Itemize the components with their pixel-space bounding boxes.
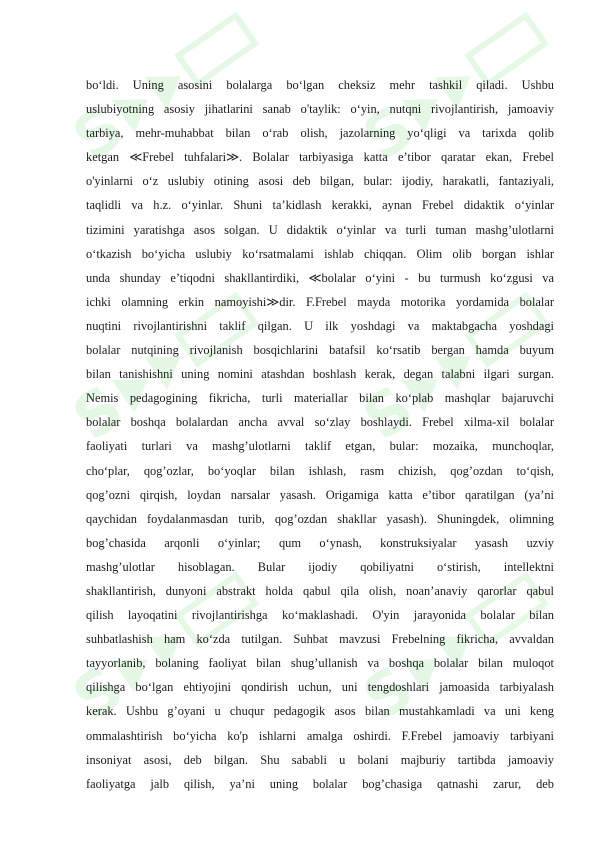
text-line: nuqtini rivojlantirishni taklif qilgan. U ilk yoshdagi va maktabgacha yoshdagi — [86, 318, 554, 333]
svg-text:S: S — [350, 372, 427, 455]
text-line: uslubiyotning asosiy jihatlarini sanab o'taylik: o‘yin, nutqni rivojlantirish, jamoaviy — [86, 102, 554, 117]
svg-text:S: S — [60, 92, 137, 175]
text-line: bolalar boshqa bolalardan ancha avval so‘zlay boshlaydi. Frebel xilma-xil bolalar — [86, 415, 554, 430]
text-line: faoliyatga jalb qilish, ya’ni uning bolalar bog’chasiga qatnashi zarur, deb — [86, 776, 554, 791]
text-line: o‘tkazish bo‘yicha uslubiy ko‘rsatmalami ishlab chiqqan. Olim olib borgan ishlar — [86, 246, 554, 261]
text-line: ichki olamning erkin namoyishi≫dir. F.Frebel mayda motorika yordamida bolalar — [86, 294, 554, 309]
text-line: Nemis pedagogining fikricha, turli materiallar bilan ko‘plab mashqlar bajaruvchi — [86, 391, 554, 406]
text-line: bog’chasida arqonli o‘yinlar; qum o‘ynash, konstruksiyalar yasash uzviy — [86, 535, 554, 550]
text-line: tayyorlanib, bolaning faoliyat bilan shug’ullanish va boshqa bolalar bilan muloqot — [86, 656, 554, 671]
text-line: taqlidli va h.z. o‘yinlar. Shuni ta’kidlash kerakki, aynan Frebel didaktik o‘yinlar — [86, 198, 554, 213]
text-line: bolalar nutqining rivojlanish bosqichlarini batafsil ko‘rsatib bergan hamda buyum — [86, 343, 554, 358]
svg-text:S: S — [350, 92, 427, 175]
text-line: qog’ozni qirqish, loydan narsalar yasash. Origamiga katta e’tibor qaratilgan (ya’ni — [86, 487, 554, 502]
text-line: qilish layoqatini rivojlantirishga ko‘maklashadi. O'yin jarayonida bolalar bilan — [86, 608, 554, 623]
text-line: mashg’ulotlar hisoblagan. Bular ijodiy qobiliyatni o‘stirish, intellektni — [86, 559, 554, 574]
svg-text:S: S — [60, 372, 137, 455]
text-line: bo‘ldi. Uning asosini bolalarga bo‘lgan cheksiz mehr tashkil qiladi. Ushbu — [86, 78, 554, 92]
text-line: cho‘plar, qog’ozlar, bo‘yoqlar bilan ishlash, rasm chizish, qog’ozdan to‘qish, — [86, 463, 554, 478]
svg-text:S: S — [350, 652, 427, 735]
text-line: ommalashtirish bo‘yicha ko'p ishlarni amalga oshirdi. F.Frebel jamoaviy tarbiyani — [86, 728, 554, 743]
text-line: o'yinlarni o‘z uslubiy otining asosi deb bilgan, bular: ijodiy, harakatli, fantaziyali, — [86, 174, 554, 189]
text-line: qilishga bo‘lgan ehtiyojini qondirish uchun, uni tengdoshlari jamoasida tarbiyalash — [86, 680, 554, 695]
text-line: ketgan ≪Frebel tuhfalari≫. Bolalar tarbiyasiga katta e’tibor qaratar ekan, Frebel — [86, 150, 554, 165]
text-line: tizimini yaratishga asos solgan. U didaktik o‘yinlar va turli tuman mashg’ulotlarni — [86, 222, 554, 237]
text-line: tarbiya, mehr-muhabbat bilan o‘rab olish, jazolarning yo‘qligi va tarixda qolib — [86, 126, 554, 141]
body-text — [86, 73, 554, 796]
text-line: qaychidan foydalanmasdan turib, qog’ozdan shakllar yasash). Shuningdek, olimning — [86, 511, 554, 526]
text-line: unda shunday e’tiqodni shakllantirdiki, ≪bolalar o‘yini - bu turmush ko‘zgusi va — [86, 270, 554, 285]
text-line: faoliyati turlari va mashg’ulotlarni taklif etgan, bular: mozaika, munchoqlar, — [86, 439, 554, 454]
text-line: kerak. Ushbu g’oyani u chuqur pedagogik asos bilan mustahkamladi va uni keng — [86, 704, 554, 719]
text-line: insoniyat asosi, deb bilgan. Shu sababli u bolani majburiy tartibda jamoaviy — [86, 752, 554, 767]
text-line: suhbatlashish ham ko‘zda tutilgan. Suhbat mavzusi Frebelning fikricha, avvaldan — [86, 632, 554, 647]
text-line: bilan tanishishni uning nomini atashdan boshlash kerak, degan talabni ilgari surgan. — [86, 367, 554, 382]
text-line: shakllantirish, dunyoni abstrakt holda qabul qila olish, noan’anaviy qarorlar qabul — [86, 583, 554, 598]
svg-text:S: S — [60, 652, 137, 735]
